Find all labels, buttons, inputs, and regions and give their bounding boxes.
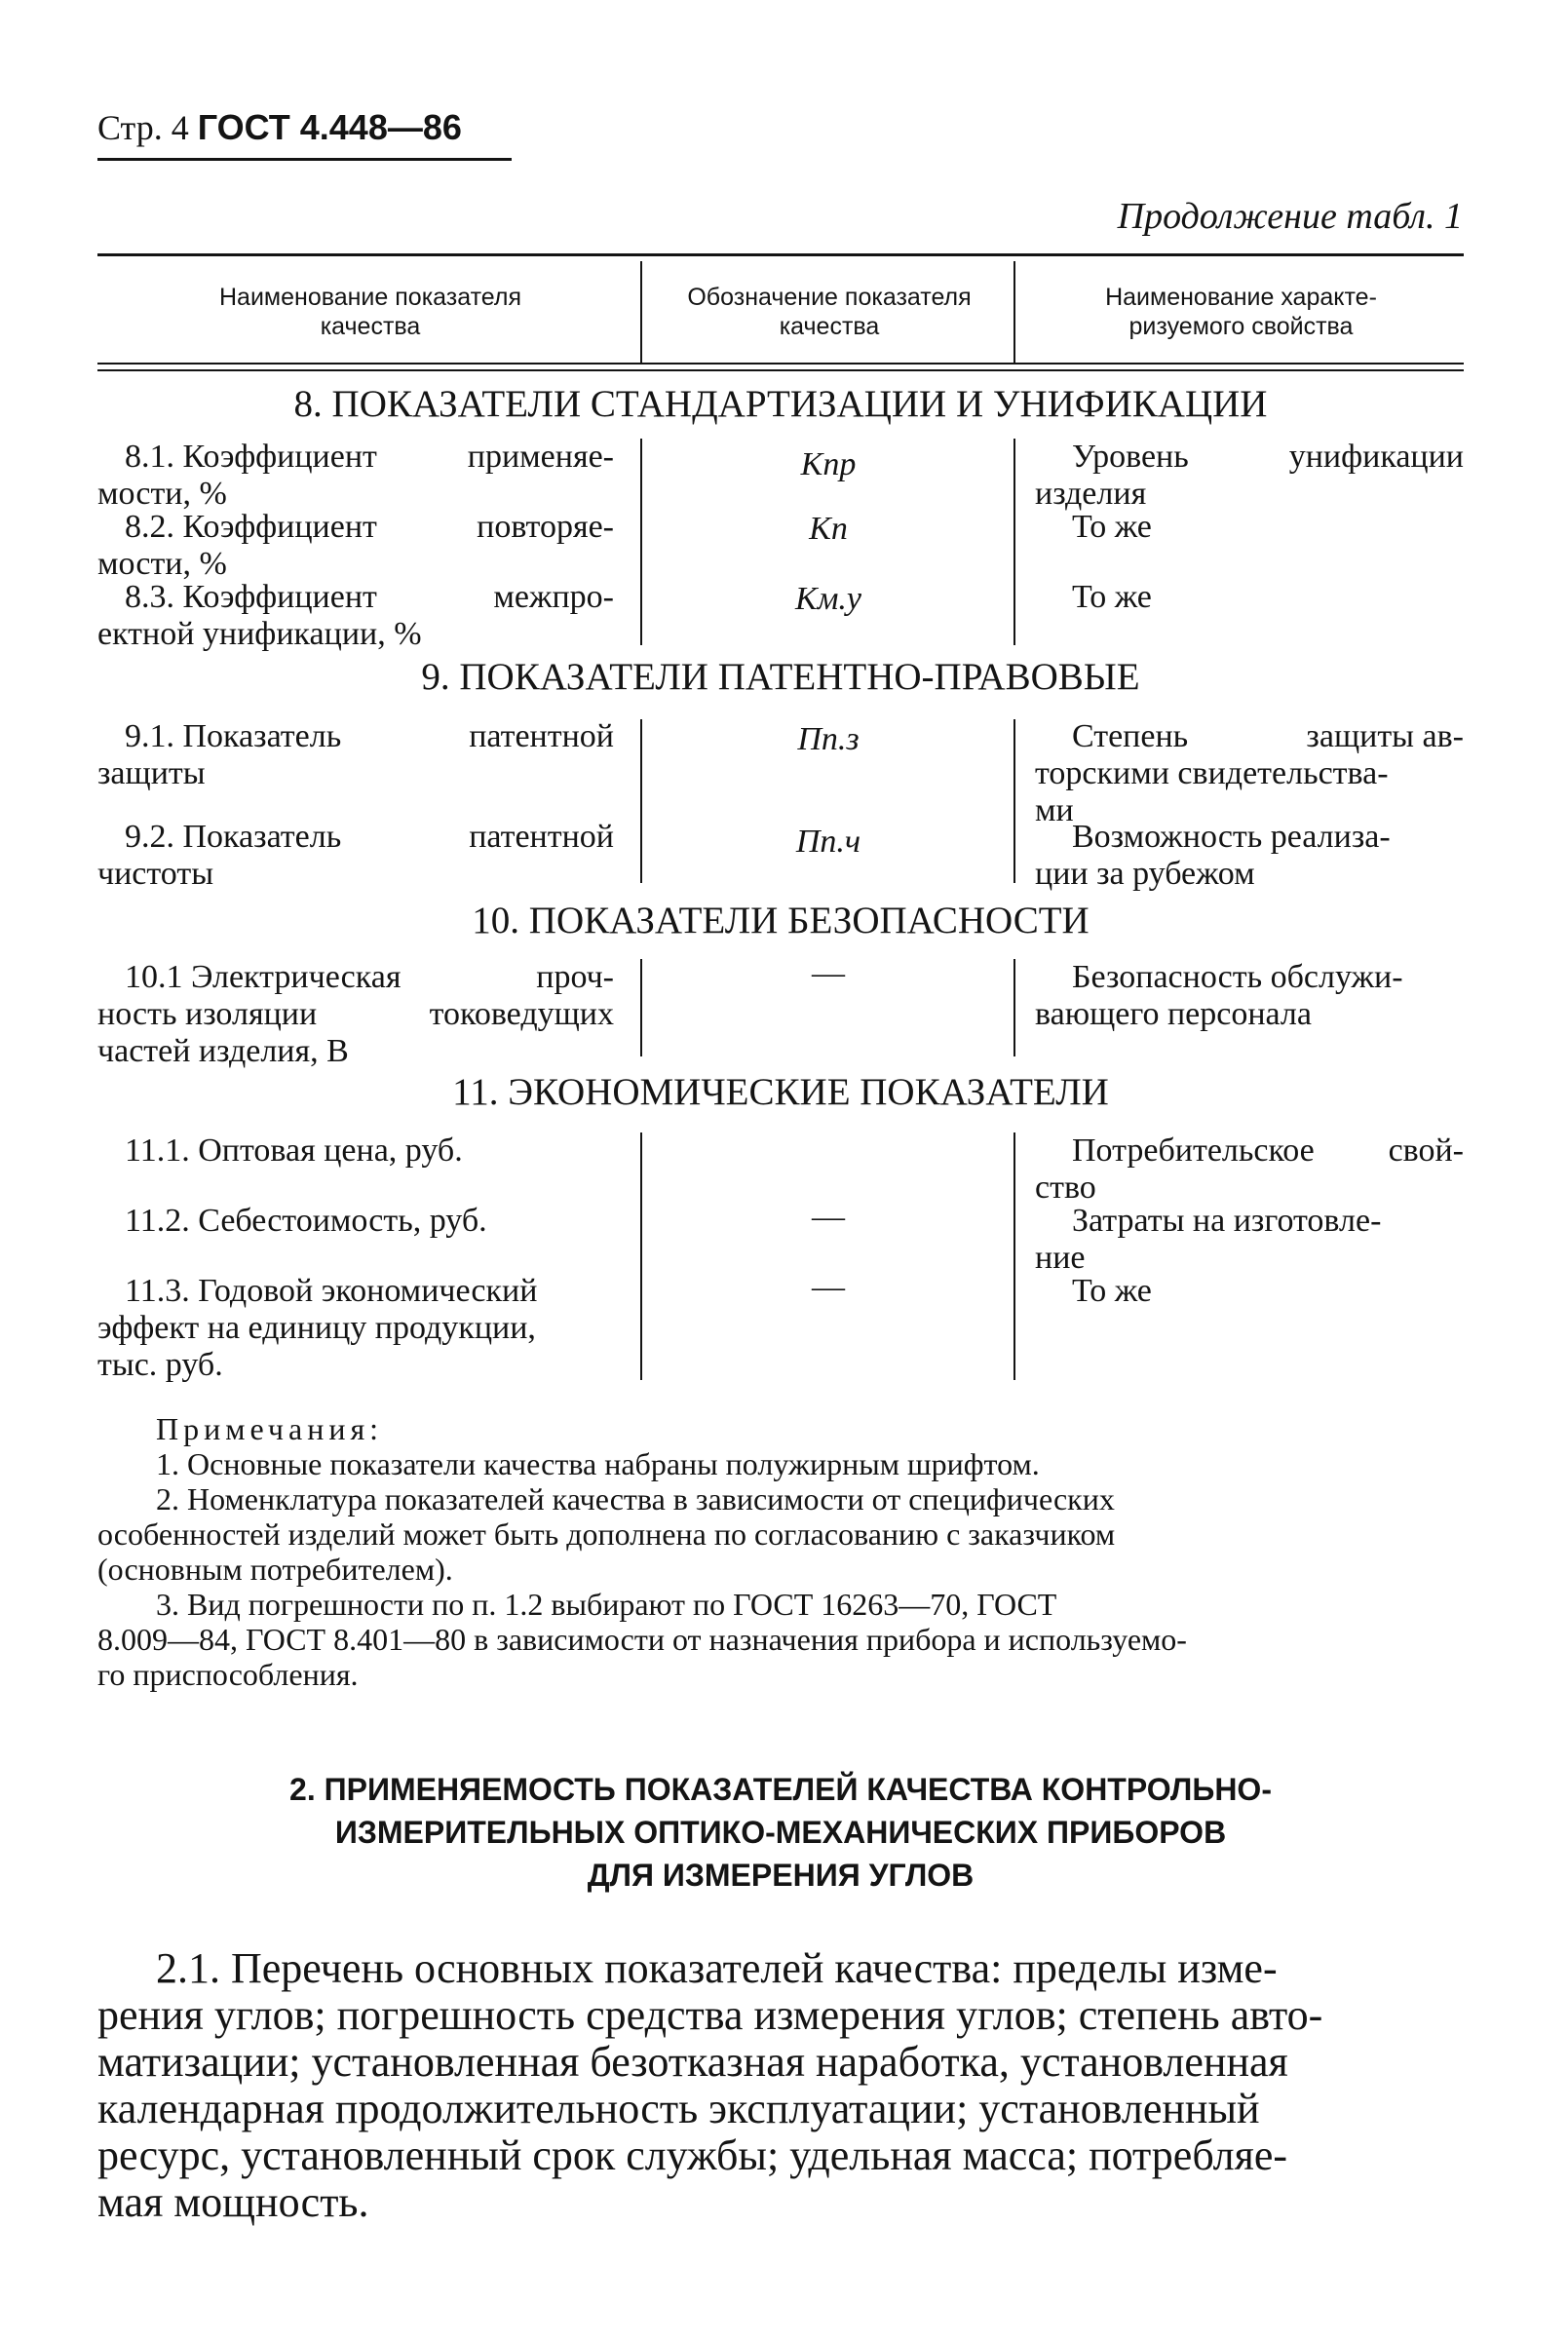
row-property-cell: Степень защиты ав- торскими свидетельства- ми: [1035, 718, 1464, 828]
paragraph-2-1: [97, 1945, 1464, 2226]
column-divider: [640, 719, 642, 883]
row-name-cell: 11.3. Годовой экономический эффект на единицу продукции, тыс. руб.: [97, 1273, 538, 1383]
note-line: особенностей изделий может быть дополнена по согласованию с заказчиком: [97, 1516, 1116, 1552]
column-header-property: [1018, 283, 1464, 341]
paragraph-line: календарная продолжительность эксплуатации; установленный: [97, 2085, 1260, 2132]
column-header-line: Обозначение показателя: [687, 284, 972, 311]
row-property-cell: То же: [1072, 579, 1152, 615]
row-property-cell: Возможность реализа- ции за рубежом: [1035, 819, 1391, 892]
column-divider: [640, 1132, 642, 1380]
row-name-cell: 9.1. Показатель патентной защиты: [97, 718, 614, 791]
section-heading: [97, 1768, 1464, 1897]
column-divider: [1013, 1132, 1015, 1380]
paragraph-line: ресурс, установленный срок службы; удельная масса; потребляе-: [97, 2131, 1287, 2179]
row-name-cell: 10.1 Электрическая проч- ность изоляции токоведущих частей изделия, В: [97, 959, 614, 1069]
paragraph-line: рения углов; погрешность средства измерения углов; степень авто-: [97, 1991, 1323, 2039]
row-name-cell: 8.3. Коэффициент межпро- ектной унификации, %: [97, 579, 614, 652]
section-title: 8. ПОКАЗАТЕЛИ СТАНДАРТИЗАЦИИ И УНИФИКАЦИИ: [293, 383, 1268, 425]
column-divider: [1013, 439, 1015, 645]
row-name-cell: 8.1. Коэффициент применяе- мости, %: [97, 439, 614, 512]
note-line: (основным потребителем).: [97, 1552, 453, 1587]
column-divider: [1013, 719, 1015, 883]
row-symbol: —: [812, 1199, 845, 1235]
table-top-rule: [97, 253, 1464, 256]
section-heading-line: ДЛЯ ИЗМЕРЕНИЯ УГЛОВ: [587, 1858, 975, 1893]
row-property-cell: Безопасность обслужи- вающего персонала: [1035, 959, 1403, 1032]
header-rule: [97, 158, 512, 161]
row-property-cell: То же: [1072, 1273, 1152, 1309]
row-name-cell: 8.2. Коэффициент повторяе- мости, %: [97, 509, 614, 582]
column-header-line: Наименование показателя: [219, 284, 521, 311]
column-divider: [640, 439, 642, 645]
section-heading-line: 2. ПРИМЕНЯЕМОСТЬ ПОКАЗАТЕЛЕЙ КАЧЕСТВА КОНТРОЛЬНО-: [289, 1772, 1272, 1807]
column-divider: [640, 261, 642, 363]
section-title: 10. ПОКАЗАТЕЛИ БЕЗОПАСНОСТИ: [472, 900, 1090, 941]
row-symbol: —: [812, 1269, 845, 1305]
table-continuation-label: Продолжение табл. 1: [1117, 196, 1463, 237]
section-title: 11. ЭКОНОМИЧЕСКИЕ ПОКАЗАТЕЛИ: [452, 1071, 1109, 1113]
page-header: [97, 107, 462, 148]
row-name-cell: 9.2. Показатель патентной чистоты: [97, 819, 614, 892]
row-symbol: Kп: [809, 511, 848, 547]
note-line: 2. Номенклатура показателей качества в зависимости от специфических: [156, 1481, 1115, 1516]
column-divider: [640, 959, 642, 1056]
column-divider: [1013, 959, 1015, 1056]
paragraph-line: матизации; установленная безотказная наработка, установленная: [97, 2038, 1288, 2086]
note-line: 1. Основные показатели качества набраны полужирным шрифтом.: [156, 1446, 1040, 1481]
column-divider: [1013, 261, 1015, 363]
standard-number: ГОСТ 4.448—86: [197, 107, 462, 147]
paragraph-line: мая мощность.: [97, 2178, 369, 2226]
notes-block: [97, 1411, 1464, 1692]
section-title: 9. ПОКАЗАТЕЛИ ПАТЕНТНО-ПРАВОВЫЕ: [421, 656, 1140, 698]
section-heading-line: ИЗМЕРИТЕЛЬНЫХ ОПТИКО-МЕХАНИЧЕСКИХ ПРИБОРОВ: [334, 1815, 1227, 1850]
row-property-cell: То же: [1072, 509, 1152, 545]
column-header-line: Наименование характе-: [1105, 284, 1377, 311]
notes-title: Примечания:: [156, 1411, 384, 1446]
row-symbol: Kпр: [800, 446, 857, 482]
page-number: Стр. 4: [97, 108, 189, 147]
row-symbol: Пп.з: [797, 721, 860, 757]
row-symbol: Kм.у: [795, 581, 861, 617]
row-property-cell: Потребительское свой- ство: [1035, 1132, 1464, 1206]
column-header-line: ризуемого свойства: [1128, 313, 1354, 340]
paragraph-line: 2.1. Перечень основных показателей качества: пределы изме-: [156, 1944, 1278, 1992]
row-property-cell: Затраты на изготовле- ние: [1035, 1203, 1382, 1276]
note-line: 3. Вид погрешности по п. 1.2 выбирают по ГОСТ 16263—70, ГОСТ: [156, 1587, 1057, 1622]
column-header-line: качества: [320, 313, 421, 340]
column-header-line: качества: [779, 313, 880, 340]
row-symbol: Пп.ч: [795, 824, 861, 860]
table-header-rule: [97, 363, 1464, 371]
note-line: 8.009—84, ГОСТ 8.401—80 в зависимости от назначения прибора и используемо-: [97, 1622, 1187, 1657]
row-property-cell: Уровень унификации изделия: [1035, 439, 1464, 512]
row-name-cell: 11.2. Себестоимость, руб.: [125, 1203, 487, 1239]
column-header-name: [97, 283, 643, 341]
column-header-symbol: [645, 283, 1013, 341]
row-symbol: —: [812, 955, 845, 991]
row-name-cell: 11.1. Оптовая цена, руб.: [125, 1132, 463, 1169]
note-line: го приспособления.: [97, 1657, 359, 1692]
